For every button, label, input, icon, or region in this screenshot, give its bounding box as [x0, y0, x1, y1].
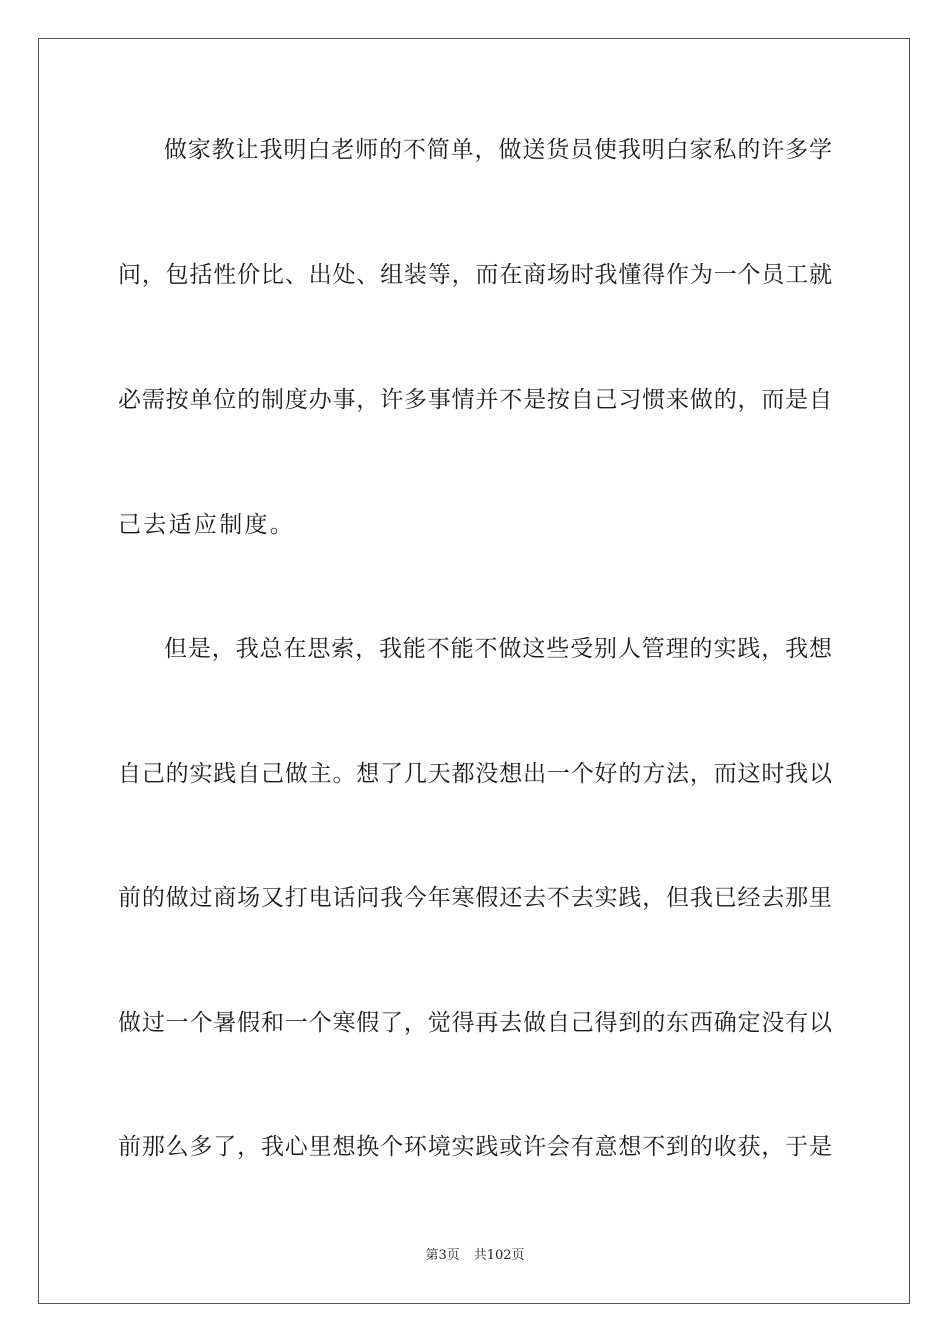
paragraph-2-line-4: 做过一个暑假和一个寒假了，觉得再去做自己得到的东西确定没有以	[118, 1010, 832, 1036]
paragraph-1-line-1: 做家教让我明白老师的不简单，做送货员使我明白家私的许多学	[164, 137, 832, 163]
paragraph-1-line-4: 己去适应制度。	[118, 512, 296, 538]
page-total: 共102页	[473, 1248, 525, 1263]
page-border	[38, 38, 910, 1304]
paragraph-2-line-1: 但是，我总在思索，我能不能不做这些受别人管理的实践，我想	[164, 636, 832, 662]
paragraph-1-line-3: 必需按单位的制度办事，许多事情并不是按自己习惯来做的，而是自	[118, 387, 832, 413]
page-footer	[0, 1247, 950, 1265]
paragraph-2-line-3: 前的做过商场又打电话问我今年寒假还去不去实践，但我已经去那里	[118, 885, 832, 911]
paragraph-2-line-2: 自己的实践自己做主。想了几天都没想出一个好的方法，而这时我以	[118, 761, 832, 787]
paragraph-2-line-5: 前那么多了，我心里想换个环境实践或许会有意想不到的收获，于是	[118, 1134, 832, 1160]
paragraph-1-line-2: 问，包括性价比、出处、组装等，而在商场时我懂得作为一个员工就	[118, 262, 832, 288]
page-number: 第3页	[425, 1248, 460, 1263]
